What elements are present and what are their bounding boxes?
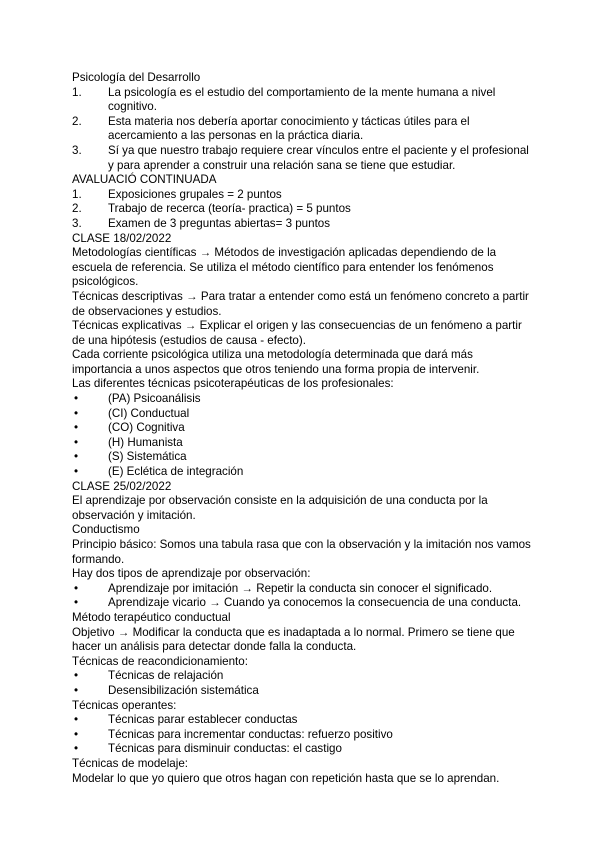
list-item-text: Técnicas para disminuir conductas: el castigo (108, 742, 342, 756)
operant-list (72, 713, 532, 757)
list-item (72, 188, 532, 203)
list-item-text: (E) Eclética de integración (108, 465, 244, 479)
list-item-text: Sí ya que nuestro trabajo requiere crear vínculos entre el paciente y el profesional y para aprender a construir una relación sana se tiene que estudiar. (108, 143, 529, 172)
class-heading: CLASE 18/02/2022 (72, 231, 172, 245)
list-item-text: Desensibilización sistemática (108, 683, 259, 697)
list-item (72, 217, 532, 232)
list-item (72, 684, 532, 699)
paragraph: Principio básico: Somos una tabula rasa que con la observación y la imitación nos vamos formando. (72, 538, 531, 566)
list-number: 2. (72, 202, 82, 216)
bullet-icon: • (74, 406, 79, 420)
evaluation-heading: AVALUACIÓ CONTINUADA (72, 173, 217, 187)
list-item-text: (S) Sistemática (108, 450, 187, 464)
paragraph: Las diferentes técnicas psicoterapéuticas de los profesionales: (72, 377, 394, 391)
paragraph: Objetivo → Modificar la conducta que es inadaptada a lo normal. Primero se tiene que hacer un análisis para detectar donde falla la conducta. (72, 625, 515, 654)
list-item (72, 582, 532, 597)
list-item (72, 421, 532, 436)
bullet-icon: • (74, 465, 79, 479)
list-item (72, 202, 532, 217)
list-item (72, 465, 532, 480)
list-item-text: (H) Humanista (108, 435, 183, 449)
list-item-text: (PA) Psicoanálisis (108, 392, 201, 406)
list-item-text: Esta materia nos debería aportar conocimiento y tácticas útiles para el acercamiento a las personas en la práctica diaria. (108, 114, 470, 143)
list-item-text: Exposiciones grupales = 2 puntos (108, 187, 282, 201)
list-number: 3. (72, 143, 82, 157)
techniques-list (72, 392, 532, 480)
paragraph: Cada corriente psicológica utiliza una metodología determinada que dará más importancia a unos aspectos que otros teniendo una forma propia de intervenir. (72, 348, 480, 376)
bullet-icon: • (74, 392, 79, 406)
list-item-text: Técnicas parar establecer conductas (108, 713, 298, 727)
bullet-icon: • (74, 450, 79, 464)
document-title: Psicología del Desarrollo (72, 71, 201, 84)
list-item (72, 742, 532, 757)
list-item-text: (CO) Cognitiva (108, 421, 185, 435)
list-item (72, 713, 532, 728)
list-item-text: La psicología es el estudio del comportamiento de la mente humana a nivel cognitivo. (108, 85, 496, 114)
bullet-icon: • (74, 713, 79, 727)
bullet-icon: • (74, 435, 79, 449)
intro-list (72, 86, 532, 174)
section-heading: Técnicas operantes: (72, 698, 177, 712)
class-heading: CLASE 25/02/2022 (72, 479, 172, 493)
bullet-icon: • (74, 596, 79, 610)
list-item (72, 450, 532, 465)
list-item-text: Examen de 3 preguntas abiertas= 3 puntos (108, 216, 331, 230)
section-heading: Técnicas de modelaje: (72, 756, 188, 770)
list-item-text: Técnicas para incrementar conductas: refuerzo positivo (108, 727, 393, 741)
list-item (72, 392, 532, 407)
list-number: 1. (72, 85, 82, 99)
list-item (72, 407, 532, 422)
list-item-text: Técnicas de relajación (108, 669, 224, 683)
list-item (72, 86, 532, 115)
paragraph: Técnicas explicativas → Explicar el origen y las consecuencias de un fenómeno a partir de una hipótesis (estudios de causa - efecto). (72, 319, 522, 347)
section-heading: Método terapéutico conductual (72, 610, 231, 624)
bullet-icon: • (74, 421, 79, 435)
reconditioning-list (72, 669, 532, 698)
paragraph: Técnicas descriptivas → Para tratar a entender como está un fenómeno concreto a partir de observaciones y estudios. (72, 289, 529, 318)
list-item (72, 669, 532, 684)
list-number: 1. (72, 187, 82, 201)
bullet-icon: • (74, 669, 79, 683)
bullet-icon: • (74, 683, 79, 697)
bullet-icon: • (74, 581, 79, 595)
list-item (72, 436, 532, 451)
section-heading: Técnicas de reacondicionamiento: (72, 654, 248, 668)
list-item-text: Aprendizaje vicario → Cuando ya conocemos la consecuencia de una conducta. (108, 596, 522, 610)
bullet-icon: • (74, 727, 79, 741)
paragraph: Metodologías científicas → Métodos de investigación aplicadas dependiendo de la escuela de referencia. Se utiliza el método científico para entender los fenómenos psicológicos. (72, 246, 497, 289)
section-heading: Hay dos tipos de aprendizaje por observación: (72, 567, 311, 581)
learning-types-list (72, 582, 532, 611)
list-item-text: (CI) Conductual (108, 406, 190, 420)
section-heading: Conductismo (72, 523, 140, 537)
paragraph: Modelar lo que yo quiero que otros hagan con repetición hasta que se lo aprendan. (72, 771, 500, 785)
list-item (72, 728, 532, 743)
list-item-text: Trabajo de recerca (teoría- practica) = 5 puntos (108, 202, 351, 216)
document-page (72, 71, 532, 786)
list-number: 3. (72, 216, 82, 230)
list-item (72, 115, 532, 144)
list-number: 2. (72, 114, 82, 128)
list-item-text: Aprendizaje por imitación → Repetir la conducta sin conocer el significado. (108, 581, 493, 595)
bullet-icon: • (74, 742, 79, 756)
paragraph: El aprendizaje por observación consiste en la adquisición de una conducta por la observación y imitación. (72, 494, 488, 522)
list-item (72, 144, 532, 173)
evaluation-list (72, 188, 532, 232)
list-item (72, 596, 532, 611)
